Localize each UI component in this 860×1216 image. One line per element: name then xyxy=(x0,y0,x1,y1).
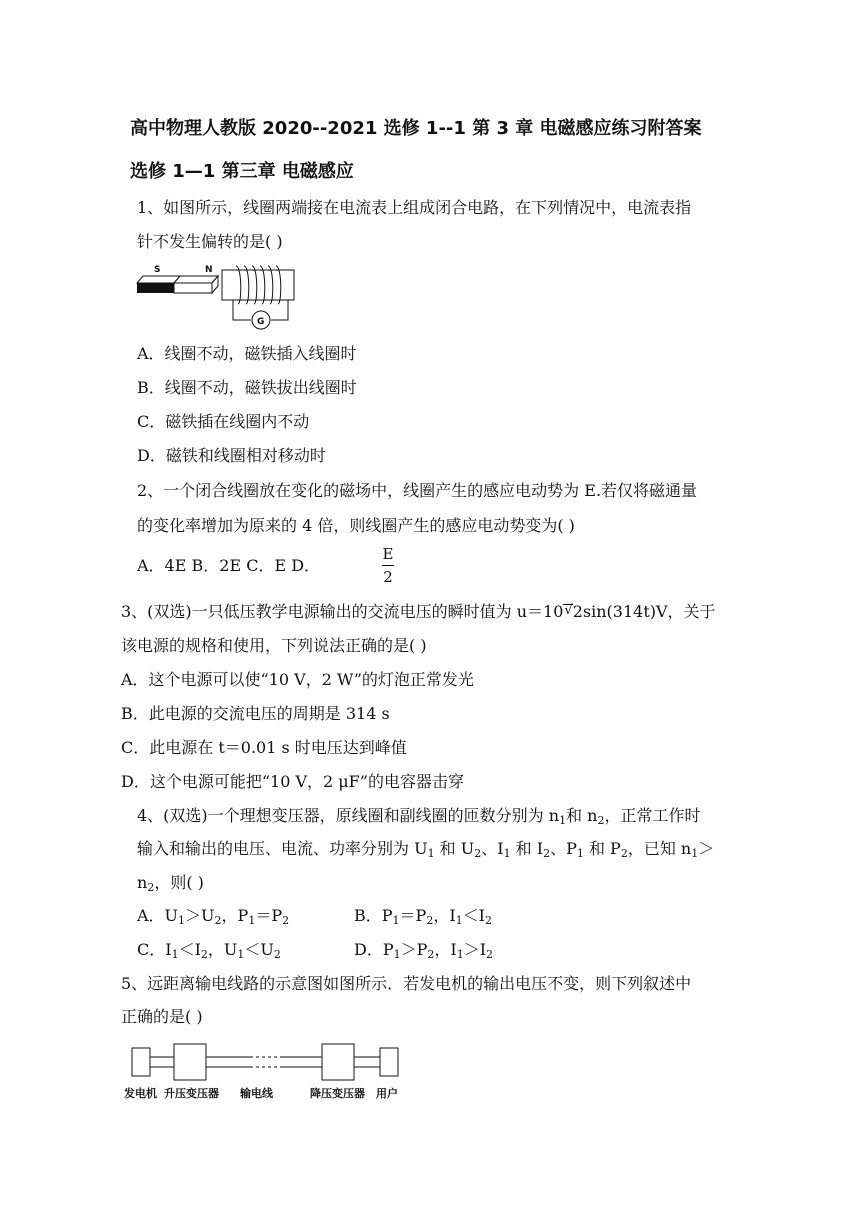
q5-text-line1: 5、远距离输电线路的示意图如图所示．若发电机的输出电压不变，则下列叙述中 xyxy=(121,974,692,993)
step-down-transformer-label: 降压变压器 xyxy=(310,1087,365,1100)
magnet-s-label: S xyxy=(154,265,161,275)
q1-option-c: C．磁铁插在线圈内不动 xyxy=(137,412,310,431)
step-up-transformer-box xyxy=(174,1044,206,1080)
sqrt-sign: √ xyxy=(564,603,573,618)
document-title: 高中物理人教版 2020--2021 选修 1--1 第 3 章 电磁感应练习附答案 xyxy=(130,118,702,139)
q4-option-a-label: A．U xyxy=(137,906,179,925)
q3-option-c: C．此电源在 t＝0.01 s 时电压达到峰值 xyxy=(121,738,407,757)
magnet-n-label: N xyxy=(205,265,213,275)
q4-option-c: C．$I_1<I_2$，$U_1<U_2$ xyxy=(137,940,281,961)
q2-fraction-bar xyxy=(382,565,394,566)
q1-option-d: D．磁铁和线圈相对移动时 xyxy=(137,446,326,465)
q5-text-line2: 正确的是( ) xyxy=(121,1007,203,1026)
q4-option-b: B．$P_1=P_2$，$I_1<I_2$ xyxy=(354,906,492,927)
q2-fraction-numerator: E xyxy=(382,545,394,563)
q4-option-a: A．$U_1>U_2$，$P_1=P_2$ xyxy=(137,906,290,927)
q4-line3-part2: ，则( ) xyxy=(154,873,204,892)
section-title: 选修 1—1 第三章 电磁感应 xyxy=(130,161,354,182)
q1-text-line2: 针不发生偏转的是( ) xyxy=(137,232,283,251)
q4-text-line3: $n_2$，则( ) xyxy=(137,873,204,894)
q4-text-line2: 输入和输出的电压、电流、功率分别为 $U_1$ 和 $U_2$、$I_1$ 和 $I_2$、$P_1$ 和 $P_2$，已知 $n_1>$ xyxy=(137,839,715,860)
q4-line2-trail: 已知 n xyxy=(643,839,692,858)
step-up-transformer-label: 升压变压器 xyxy=(164,1087,219,1100)
q1-text-line1: 1、如图所示，线圈两端接在电流表上组成闭合电路，在下列情况中，电流表指 xyxy=(137,198,692,217)
q4-option-d-label: D．P xyxy=(354,940,394,959)
q2-options: A．4E B．2E C．E D． xyxy=(137,556,321,575)
q4-text-line1: 4、(双选)一个理想变压器，原线圈和副线圈的匝数分别为 $n_1$和 $n_2$，正常工作时 xyxy=(137,806,701,827)
q4-line1-part1: 4、(双选)一个理想变压器，原线圈和副线圈的匝数分别为 n xyxy=(137,806,560,825)
generator-label: 发电机 xyxy=(124,1087,157,1100)
generator-box xyxy=(132,1048,150,1076)
transmission-line-label: 输电线 xyxy=(240,1087,273,1100)
q4-option-b-label: B．P xyxy=(354,906,393,925)
q4-option-d: D．$P_1>P_2$，$I_1>I_2$ xyxy=(354,940,494,961)
q4-line1-part3: ，正常工作时 xyxy=(604,806,701,825)
q2-fraction-denominator: 2 xyxy=(383,568,393,586)
q3-text-line1-part1: 3、(双选)一只低压教学电源输出的交流电压的瞬时值为 u＝10 xyxy=(121,602,564,621)
q3-option-a: A．这个电源可以使“10 V，2 W”的灯泡正常发光 xyxy=(121,670,474,689)
q1-option-b: B．线圈不动，磁铁拔出线圈时 xyxy=(137,378,357,397)
q4-option-c-label: C．I xyxy=(137,940,172,959)
user-box xyxy=(380,1048,398,1076)
q3-text-line1-part2: 2sin(314t)V，关于 xyxy=(572,602,716,621)
q3-text-line2: 该电源的规格和使用，下列说法正确的是( ) xyxy=(121,636,427,655)
magnet-coil-figure xyxy=(134,262,304,332)
step-down-transformer-box xyxy=(322,1044,354,1080)
q2-text-line2: 的变化率增加为原来的 4 倍，则线圈产生的感应电动势变为( ) xyxy=(137,516,575,535)
q4-line2-part1: 输入和输出的电压、电流、功率分别为 U xyxy=(137,839,428,858)
q4-line3-part1: n xyxy=(137,873,148,892)
q4-line1-part2: 和 n xyxy=(566,806,598,825)
user-label: 用户 xyxy=(376,1087,398,1100)
q3-option-b: B．此电源的交流电压的周期是 314 s xyxy=(121,704,390,723)
q3-option-d: D．这个电源可能把“10 V，2 μF”的电容器击穿 xyxy=(121,772,464,791)
q3-text-line1 xyxy=(121,601,716,623)
q1-option-a: A．线圈不动，磁铁插入线圈时 xyxy=(137,344,357,363)
transmission-line-figure xyxy=(120,1040,420,1102)
galvanometer-g-label: G xyxy=(257,317,265,327)
q2-text-line1: 2、一个闭合线圈放在变化的磁场中，线圈产生的感应电动势为 E.若仅将磁通量 xyxy=(137,481,698,500)
